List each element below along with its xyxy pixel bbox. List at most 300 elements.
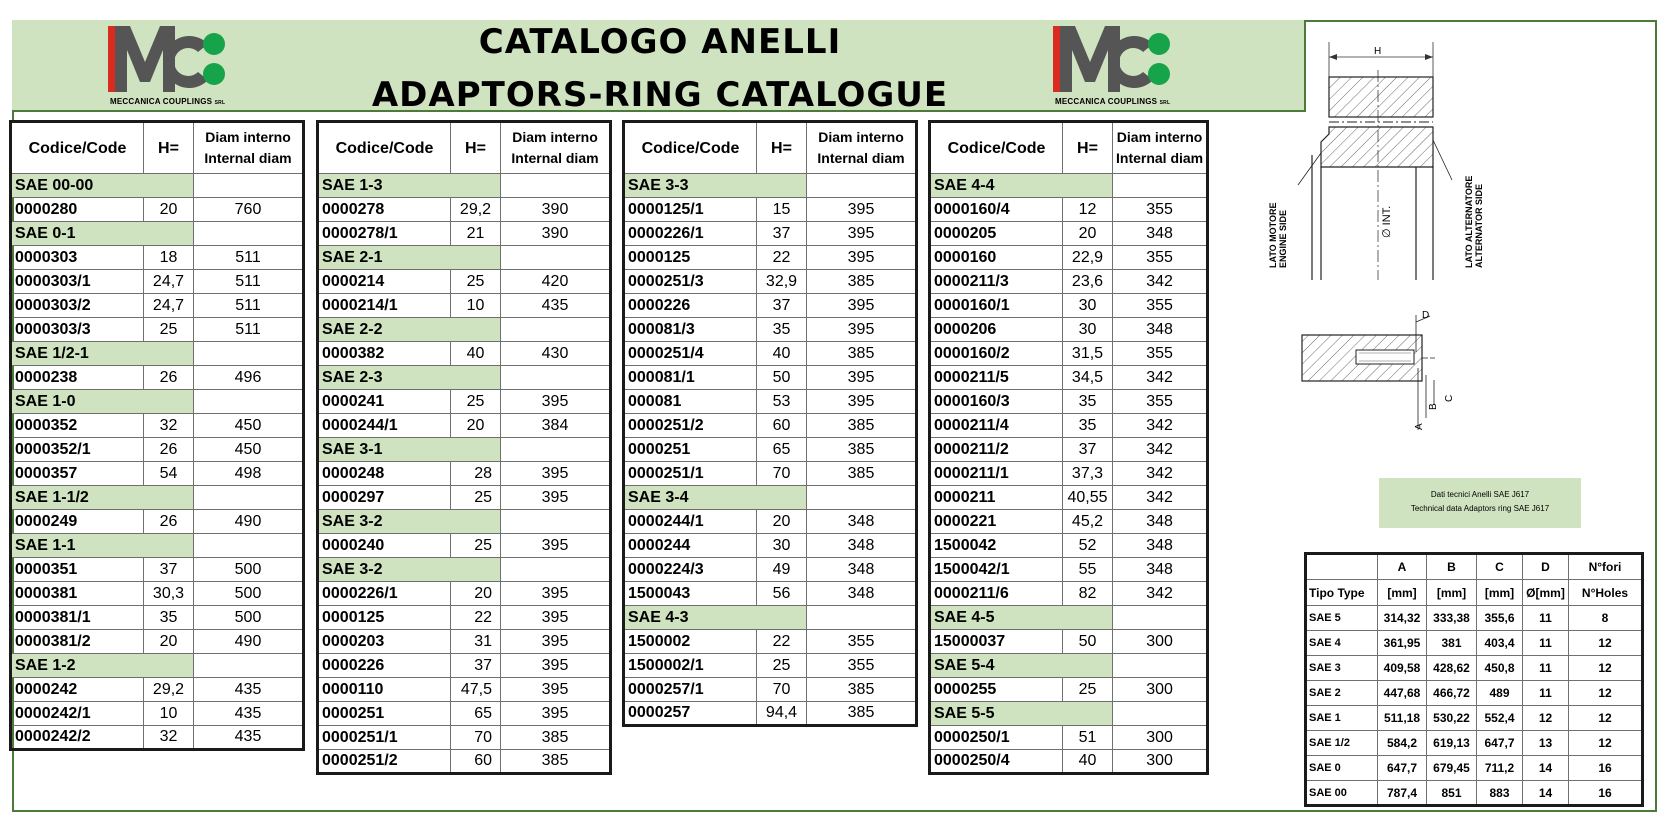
ring-internal-diameter: 342 bbox=[1113, 366, 1208, 390]
ring-height: 56 bbox=[757, 582, 807, 606]
ring-code: 0000248 bbox=[318, 462, 451, 486]
spec-row bbox=[1306, 656, 1643, 681]
ring-code: 0000221 bbox=[930, 510, 1063, 534]
ring-code: 0000224/3 bbox=[624, 558, 757, 582]
group-label: SAE 00-00 bbox=[11, 174, 194, 198]
group-empty-cell bbox=[501, 510, 611, 534]
ring-height: 15 bbox=[757, 198, 807, 222]
table-row bbox=[11, 414, 304, 438]
ring-code: 0000303 bbox=[11, 246, 144, 270]
ring-code: 0000303/1 bbox=[11, 270, 144, 294]
table-row bbox=[930, 678, 1208, 702]
ring-internal-diameter: 342 bbox=[1113, 414, 1208, 438]
ring-internal-diameter: 498 bbox=[194, 462, 304, 486]
ring-height: 34,5 bbox=[1063, 366, 1113, 390]
ring-height: 40 bbox=[451, 342, 501, 366]
ring-internal-diameter: 355 bbox=[807, 630, 917, 654]
spec-type: SAE 0 bbox=[1306, 756, 1378, 781]
group-label: SAE 3-2 bbox=[318, 558, 501, 582]
group-empty-cell bbox=[807, 606, 917, 630]
ring-code: 0000278/1 bbox=[318, 222, 451, 246]
ring-code: 0000352 bbox=[11, 414, 144, 438]
ring-internal-diameter: 355 bbox=[1113, 390, 1208, 414]
ring-code: 0000352/1 bbox=[11, 438, 144, 462]
group-header-row bbox=[318, 366, 611, 390]
spec-value-n: 12 bbox=[1569, 706, 1643, 731]
spec-type: SAE 4 bbox=[1306, 631, 1378, 656]
ring-internal-diameter: 395 bbox=[501, 630, 611, 654]
ring-code: 0000278 bbox=[318, 198, 451, 222]
table-row bbox=[318, 726, 611, 750]
spec-value-d: 11 bbox=[1523, 631, 1569, 656]
table-row bbox=[318, 462, 611, 486]
group-header-row bbox=[930, 654, 1208, 678]
table-row bbox=[624, 366, 917, 390]
header-diam bbox=[194, 122, 304, 174]
group-empty-cell bbox=[1113, 654, 1208, 678]
table-row bbox=[930, 198, 1208, 222]
ring-internal-diameter: 300 bbox=[1113, 750, 1208, 774]
spec-value-b: 851 bbox=[1427, 781, 1477, 806]
ring-code: 0000251/3 bbox=[624, 270, 757, 294]
ring-internal-diameter: 490 bbox=[194, 630, 304, 654]
table-row bbox=[624, 414, 917, 438]
ring-height: 32 bbox=[144, 726, 194, 750]
ring-height: 37 bbox=[1063, 438, 1113, 462]
table-row bbox=[624, 558, 917, 582]
spec-value-b: 428,62 bbox=[1427, 656, 1477, 681]
spec-row bbox=[1306, 681, 1643, 706]
ring-internal-diameter: 342 bbox=[1113, 486, 1208, 510]
table-row bbox=[11, 198, 304, 222]
spec-value-d: 12 bbox=[1523, 706, 1569, 731]
ring-height: 60 bbox=[451, 750, 501, 774]
spec-caption bbox=[1379, 478, 1581, 528]
spec-value-d: 14 bbox=[1523, 756, 1569, 781]
table-row bbox=[930, 582, 1208, 606]
ring-height: 25 bbox=[144, 318, 194, 342]
table-row bbox=[930, 246, 1208, 270]
spec-row bbox=[1306, 781, 1643, 806]
catalogue-table-4 bbox=[928, 120, 1209, 775]
table-row bbox=[930, 390, 1208, 414]
group-header-row bbox=[11, 534, 304, 558]
ring-code: 1500002 bbox=[624, 630, 757, 654]
ring-internal-diameter: 500 bbox=[194, 558, 304, 582]
ring-code: 0000242/1 bbox=[11, 702, 144, 726]
ring-height: 21 bbox=[451, 222, 501, 246]
table-row bbox=[624, 270, 917, 294]
ring-code: 0000242 bbox=[11, 678, 144, 702]
group-empty-cell bbox=[501, 366, 611, 390]
spec-header-c: C bbox=[1477, 554, 1523, 580]
ring-code: 0000160/1 bbox=[930, 294, 1063, 318]
ring-internal-diameter: 395 bbox=[501, 534, 611, 558]
table-row bbox=[11, 630, 304, 654]
table-row bbox=[624, 462, 917, 486]
header-diam-en: Internal diam bbox=[204, 150, 292, 166]
ring-code: 0000160/3 bbox=[930, 390, 1063, 414]
ring-code: 000081/3 bbox=[624, 318, 757, 342]
group-label: SAE 1-1 bbox=[11, 534, 194, 558]
alternator-side-label-it: LATO ALTERNATORE bbox=[1464, 175, 1474, 268]
spec-value-a: 787,4 bbox=[1378, 781, 1427, 806]
ring-code: 0000211/5 bbox=[930, 366, 1063, 390]
spec-value-d: 11 bbox=[1523, 606, 1569, 631]
ring-internal-diameter: 435 bbox=[501, 294, 611, 318]
ring-height: 26 bbox=[144, 366, 194, 390]
ring-height: 24,7 bbox=[144, 270, 194, 294]
header-h: H= bbox=[1063, 122, 1113, 174]
ring-internal-diameter: 355 bbox=[1113, 246, 1208, 270]
table-row bbox=[930, 558, 1208, 582]
ring-internal-diameter: 385 bbox=[807, 678, 917, 702]
ring-code: 0000257/1 bbox=[624, 678, 757, 702]
header-code: Codice/Code bbox=[11, 122, 144, 174]
logo-text: MECCANICA COUPLINGS bbox=[1055, 97, 1158, 106]
ring-internal-diameter: 384 bbox=[501, 414, 611, 438]
ring-code: 0000211/3 bbox=[930, 270, 1063, 294]
ring-internal-diameter: 348 bbox=[1113, 534, 1208, 558]
ring-internal-diameter: 395 bbox=[501, 606, 611, 630]
ring-internal-diameter: 385 bbox=[807, 702, 917, 726]
table-row bbox=[318, 582, 611, 606]
ring-internal-diameter: 450 bbox=[194, 438, 304, 462]
ring-code: 000081/1 bbox=[624, 366, 757, 390]
ring-height: 10 bbox=[451, 294, 501, 318]
group-header-row bbox=[318, 318, 611, 342]
spec-header-a: A bbox=[1378, 554, 1427, 580]
group-header-row bbox=[318, 558, 611, 582]
ring-internal-diameter: 490 bbox=[194, 510, 304, 534]
spec-value-c: 711,2 bbox=[1477, 756, 1523, 781]
engine-side-label-it: LATO MOTORE bbox=[1268, 202, 1278, 268]
table-row bbox=[624, 342, 917, 366]
ring-code: 0000240 bbox=[318, 534, 451, 558]
ring-internal-diameter: 348 bbox=[807, 558, 917, 582]
ring-height: 40 bbox=[757, 342, 807, 366]
header-diam-it: Diam interno bbox=[205, 129, 291, 145]
ring-code: 1500043 bbox=[624, 582, 757, 606]
table-row bbox=[318, 678, 611, 702]
ring-height: 65 bbox=[757, 438, 807, 462]
spec-value-n: 12 bbox=[1569, 656, 1643, 681]
ring-height: 50 bbox=[1063, 630, 1113, 654]
ring-internal-diameter: 496 bbox=[194, 366, 304, 390]
ring-internal-diameter: 385 bbox=[501, 750, 611, 774]
ring-internal-diameter: 500 bbox=[194, 582, 304, 606]
ring-internal-diameter: 430 bbox=[501, 342, 611, 366]
ring-code: 0000251/2 bbox=[624, 414, 757, 438]
table-row bbox=[318, 750, 611, 774]
group-empty-cell bbox=[194, 534, 304, 558]
ring-code: 0000226/1 bbox=[318, 582, 451, 606]
ring-internal-diameter: 355 bbox=[1113, 294, 1208, 318]
group-empty-cell bbox=[194, 342, 304, 366]
ring-code: 0000351 bbox=[11, 558, 144, 582]
spec-unit-d: Ø[mm] bbox=[1523, 580, 1569, 606]
header-code: Codice/Code bbox=[930, 122, 1063, 174]
ring-height: 22,9 bbox=[1063, 246, 1113, 270]
ring-height: 20 bbox=[144, 630, 194, 654]
ring-code: 0000381 bbox=[11, 582, 144, 606]
spec-unit-b: [mm] bbox=[1427, 580, 1477, 606]
ring-height: 53 bbox=[757, 390, 807, 414]
ring-code: 0000211/1 bbox=[930, 462, 1063, 486]
ring-internal-diameter: 395 bbox=[807, 294, 917, 318]
spec-value-c: 489 bbox=[1477, 681, 1523, 706]
spec-row bbox=[1306, 631, 1643, 656]
table-row bbox=[318, 486, 611, 510]
mc-logo-icon bbox=[1053, 24, 1178, 96]
ring-internal-diameter: 348 bbox=[1113, 318, 1208, 342]
spec-value-b: 530,22 bbox=[1427, 706, 1477, 731]
ring-internal-diameter: 300 bbox=[1113, 726, 1208, 750]
ring-code: 0000357 bbox=[11, 462, 144, 486]
ring-code: 0000381/1 bbox=[11, 606, 144, 630]
ring-code: 0000251/1 bbox=[318, 726, 451, 750]
ring-height: 25 bbox=[451, 534, 501, 558]
ring-height: 12 bbox=[1063, 198, 1113, 222]
ring-height: 45,2 bbox=[1063, 510, 1113, 534]
ring-internal-diameter: 450 bbox=[194, 414, 304, 438]
sae-spec-table bbox=[1304, 552, 1644, 807]
ring-height: 40,55 bbox=[1063, 486, 1113, 510]
table-header-row bbox=[11, 122, 304, 174]
ring-code: 15000037 bbox=[930, 630, 1063, 654]
spec-value-a: 511,18 bbox=[1378, 706, 1427, 731]
ring-internal-diameter: 390 bbox=[501, 198, 611, 222]
ring-internal-diameter: 300 bbox=[1113, 678, 1208, 702]
spec-value-a: 314,32 bbox=[1378, 606, 1427, 631]
ring-code: 0000160/4 bbox=[930, 198, 1063, 222]
ring-internal-diameter: 385 bbox=[807, 342, 917, 366]
ring-height: 26 bbox=[144, 510, 194, 534]
spec-value-d: 14 bbox=[1523, 781, 1569, 806]
ring-internal-diameter: 355 bbox=[1113, 198, 1208, 222]
ring-internal-diameter: 300 bbox=[1113, 630, 1208, 654]
logo-suffix: SRL bbox=[214, 100, 226, 106]
spec-value-a: 361,95 bbox=[1378, 631, 1427, 656]
table-row bbox=[318, 654, 611, 678]
ring-internal-diameter: 435 bbox=[194, 678, 304, 702]
table-row bbox=[624, 294, 917, 318]
spec-row bbox=[1306, 756, 1643, 781]
ring-internal-diameter: 395 bbox=[807, 246, 917, 270]
header-diam bbox=[1113, 122, 1208, 174]
ring-height: 70 bbox=[757, 462, 807, 486]
ring-height: 25 bbox=[757, 654, 807, 678]
header-diam-it: Diam interno bbox=[818, 129, 904, 145]
ring-code: 0000251/2 bbox=[318, 750, 451, 774]
ring-internal-diameter: 348 bbox=[807, 534, 917, 558]
ring-internal-diameter: 355 bbox=[807, 654, 917, 678]
ring-height: 55 bbox=[1063, 558, 1113, 582]
group-header-row bbox=[318, 174, 611, 198]
ring-code: 0000244/1 bbox=[318, 414, 451, 438]
group-header-row bbox=[11, 486, 304, 510]
group-header-row bbox=[318, 246, 611, 270]
group-label: SAE 1-1/2 bbox=[11, 486, 194, 510]
ring-internal-diameter: 395 bbox=[501, 702, 611, 726]
table-row bbox=[930, 630, 1208, 654]
mc-logo-icon bbox=[108, 24, 233, 96]
ring-internal-diameter: 511 bbox=[194, 270, 304, 294]
ring-internal-diameter: 511 bbox=[194, 294, 304, 318]
ring-internal-diameter: 342 bbox=[1113, 582, 1208, 606]
ring-height: 10 bbox=[144, 702, 194, 726]
spec-value-c: 552,4 bbox=[1477, 706, 1523, 731]
group-header-row bbox=[930, 174, 1208, 198]
spec-value-n: 12 bbox=[1569, 631, 1643, 656]
group-header-row bbox=[11, 390, 304, 414]
spec-unit-c: [mm] bbox=[1477, 580, 1523, 606]
spec-type: SAE 5 bbox=[1306, 606, 1378, 631]
ring-height: 18 bbox=[144, 246, 194, 270]
header-diam-en: Internal diam bbox=[1116, 150, 1204, 166]
ring-internal-diameter: 342 bbox=[1113, 462, 1208, 486]
table-row bbox=[318, 294, 611, 318]
spec-value-c: 403,4 bbox=[1477, 631, 1523, 656]
spec-type: SAE 1 bbox=[1306, 706, 1378, 731]
ring-code: 0000160/2 bbox=[930, 342, 1063, 366]
spec-header-b: B bbox=[1427, 554, 1477, 580]
ring-height: 25 bbox=[1063, 678, 1113, 702]
table-row bbox=[318, 198, 611, 222]
ring-code: 0000303/2 bbox=[11, 294, 144, 318]
group-label: SAE 3-4 bbox=[624, 486, 807, 510]
ring-height: 31,5 bbox=[1063, 342, 1113, 366]
ring-height: 29,2 bbox=[451, 198, 501, 222]
spec-value-b: 466,72 bbox=[1427, 681, 1477, 706]
ring-internal-diameter: 395 bbox=[807, 390, 917, 414]
table-row bbox=[11, 606, 304, 630]
catalogue-table-2 bbox=[316, 120, 612, 775]
ring-height: 28 bbox=[451, 462, 501, 486]
table-row bbox=[624, 534, 917, 558]
ring-code: 0000251/1 bbox=[624, 462, 757, 486]
table-row bbox=[930, 342, 1208, 366]
table-row bbox=[624, 222, 917, 246]
ring-internal-diameter: 385 bbox=[807, 462, 917, 486]
dim-a-label: A bbox=[1414, 423, 1425, 430]
company-logo-right bbox=[1053, 24, 1178, 106]
ring-code: 0000125 bbox=[318, 606, 451, 630]
ring-height: 37 bbox=[757, 294, 807, 318]
logo-text: MECCANICA COUPLINGS bbox=[110, 97, 213, 106]
ring-height: 30,3 bbox=[144, 582, 194, 606]
ring-internal-diameter: 395 bbox=[501, 654, 611, 678]
dim-d-label: D bbox=[1422, 310, 1430, 321]
spec-type: SAE 3 bbox=[1306, 656, 1378, 681]
table-row bbox=[624, 630, 917, 654]
spec-unit-holes: N°Holes bbox=[1569, 580, 1643, 606]
group-header-row bbox=[624, 174, 917, 198]
group-label: SAE 3-3 bbox=[624, 174, 807, 198]
ring-height: 40 bbox=[1063, 750, 1113, 774]
spec-row bbox=[1306, 606, 1643, 631]
ring-internal-diameter: 348 bbox=[1113, 222, 1208, 246]
ring-code: 0000244/1 bbox=[624, 510, 757, 534]
table-row bbox=[930, 534, 1208, 558]
ring-code: 1500002/1 bbox=[624, 654, 757, 678]
ring-height: 25 bbox=[451, 486, 501, 510]
ring-code: 000081 bbox=[624, 390, 757, 414]
table-row bbox=[318, 534, 611, 558]
spec-type: SAE 2 bbox=[1306, 681, 1378, 706]
group-header-row bbox=[11, 222, 304, 246]
spec-value-a: 447,68 bbox=[1378, 681, 1427, 706]
header-code: Codice/Code bbox=[624, 122, 757, 174]
spec-value-d: 11 bbox=[1523, 656, 1569, 681]
table-row bbox=[11, 246, 304, 270]
ring-height: 37 bbox=[451, 654, 501, 678]
group-label: SAE 2-3 bbox=[318, 366, 501, 390]
ring-code: 1500042/1 bbox=[930, 558, 1063, 582]
spec-value-b: 679,45 bbox=[1427, 756, 1477, 781]
group-header-row bbox=[11, 174, 304, 198]
ring-internal-diameter: 511 bbox=[194, 246, 304, 270]
ring-height: 50 bbox=[757, 366, 807, 390]
ring-height: 20 bbox=[757, 510, 807, 534]
group-label: SAE 4-4 bbox=[930, 174, 1113, 198]
ring-internal-diameter: 395 bbox=[501, 486, 611, 510]
header-code: Codice/Code bbox=[318, 122, 451, 174]
group-label: SAE 0-1 bbox=[11, 222, 194, 246]
ring-internal-diameter: 348 bbox=[807, 510, 917, 534]
ring-height: 25 bbox=[451, 390, 501, 414]
ring-internal-diameter: 760 bbox=[194, 198, 304, 222]
table-header-row bbox=[624, 122, 917, 174]
spec-value-a: 584,2 bbox=[1378, 731, 1427, 756]
group-label: SAE 2-1 bbox=[318, 246, 501, 270]
table-row bbox=[11, 726, 304, 750]
alternator-side-label-en: ALTERNATOR SIDE bbox=[1474, 183, 1484, 268]
logo-suffix: SRL bbox=[1159, 100, 1171, 106]
ring-code: 0000211 bbox=[930, 486, 1063, 510]
ring-height: 94,4 bbox=[757, 702, 807, 726]
ring-code: 0000226 bbox=[318, 654, 451, 678]
ring-internal-diameter: 355 bbox=[1113, 342, 1208, 366]
spec-header-type: Tipo Type bbox=[1306, 580, 1378, 606]
ring-code: 0000206 bbox=[930, 318, 1063, 342]
table-row bbox=[11, 558, 304, 582]
spec-value-b: 333,38 bbox=[1427, 606, 1477, 631]
ring-code: 0000251/4 bbox=[624, 342, 757, 366]
group-header-row bbox=[11, 654, 304, 678]
ring-internal-diameter: 348 bbox=[1113, 510, 1208, 534]
table-row bbox=[11, 462, 304, 486]
dim-h-label: H bbox=[1374, 46, 1382, 57]
group-empty-cell bbox=[194, 390, 304, 414]
ring-code: 0000244 bbox=[624, 534, 757, 558]
ring-internal-diameter: 385 bbox=[807, 438, 917, 462]
group-label: SAE 3-1 bbox=[318, 438, 501, 462]
table-row bbox=[318, 390, 611, 414]
ring-code: 0000211/4 bbox=[930, 414, 1063, 438]
spec-value-n: 16 bbox=[1569, 756, 1643, 781]
header-diam bbox=[807, 122, 917, 174]
ring-internal-diameter: 435 bbox=[194, 726, 304, 750]
ring-height: 32 bbox=[144, 414, 194, 438]
ring-height: 29,2 bbox=[144, 678, 194, 702]
group-empty-cell bbox=[501, 438, 611, 462]
table-header-row bbox=[930, 122, 1208, 174]
table-row bbox=[624, 702, 917, 726]
table-row bbox=[11, 702, 304, 726]
ring-internal-diameter: 420 bbox=[501, 270, 611, 294]
ring-height: 30 bbox=[757, 534, 807, 558]
